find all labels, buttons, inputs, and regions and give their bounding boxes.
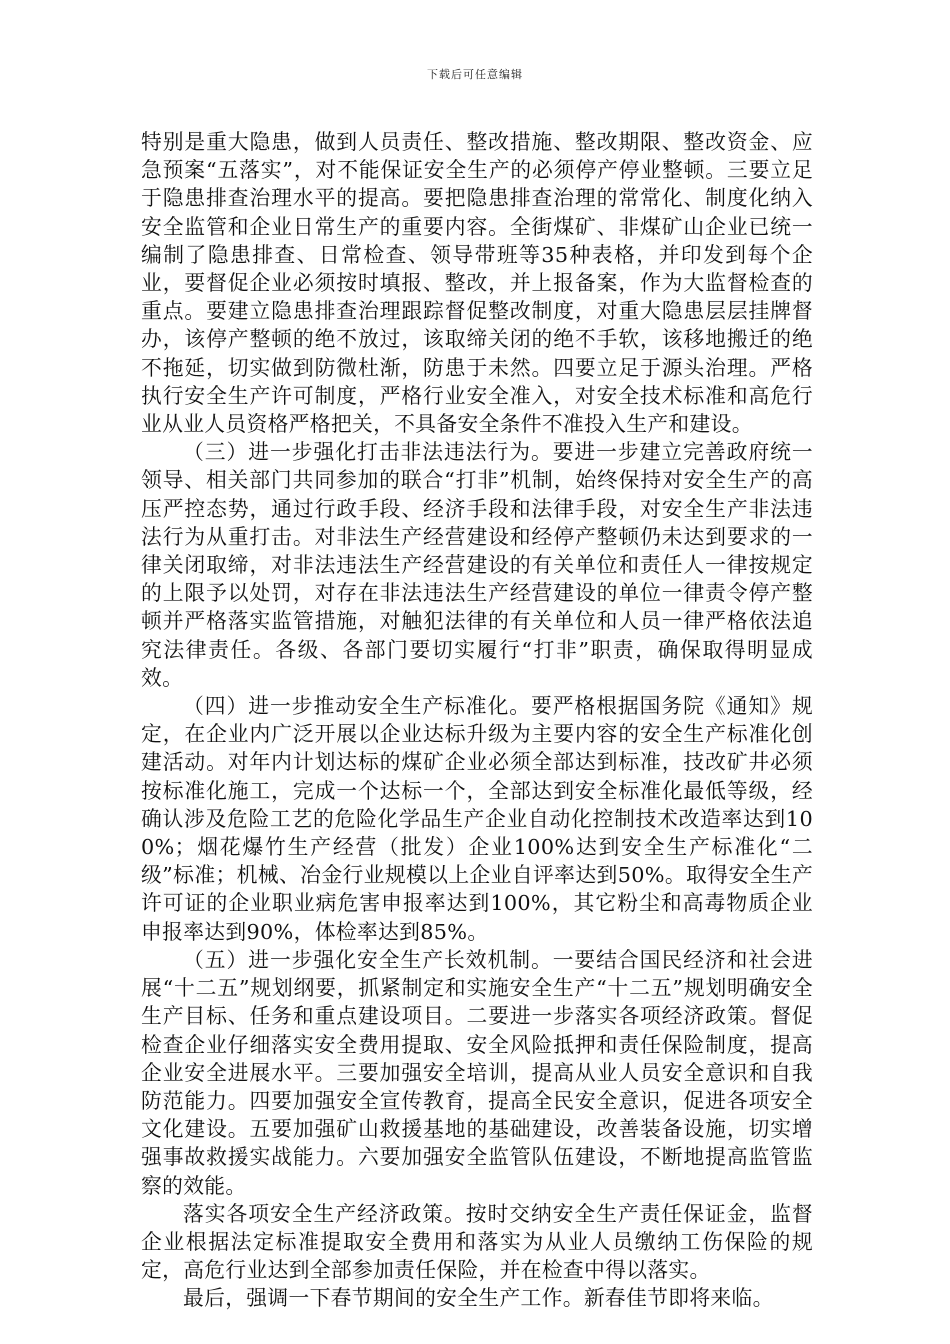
document-body [141,128,813,1313]
paragraph: 落实各项安全生产经济政策。按时交纳安全生产责任保证金，监督企业根据法定标准提取安全费用和落实为从业人员缴纳工伤保险的规定，高危行业达到全部参加责任保险，并在检查中得以落实。 [141,1201,813,1283]
page-header: 下载后可任意编辑 [427,68,523,81]
paragraph: （三）进一步强化打击非法违法行为。要进一步建立完善政府统一领导、相关部门共同参加的联合“打非”机制，始终保持对安全生产的高压严控态势，通过行政手段、经济手段和法律手段，对安全生产非法违法行为从重打击。对非法生产经营建设和经停产整顿仍未达到要求的一律关闭取缔，对非法违法生产经营建设的有关单位和责任人一律按规定的上限予以处罚，对存在非法违法生产经营建设的单位一律责令停产整顿并严格落实监管措施，对触犯法律的有关单位和人员一律严格依法追究法律责任。各级、各部门要切实履行“打非”职责，确保取得明显成效。 [141,440,813,690]
paragraph: （四）进一步推动安全生产标准化。要严格根据国务院《通知》规定，在企业内广泛开展以企业达标升级为主要内容的安全生产标准化创建活动。对年内计划达标的煤矿企业必须全部达到标准，技改矿井必须按标准化施工，完成一个达标一个，全部达到安全标准化最低等级，经确认涉及危险工艺的危险化学品生产企业自动化控制技术改造率达到100%；烟花爆竹生产经营（批发）企业100%达到安全生产标准化“二级”标准；机械、冶金行业规模以上企业自评率达到50%。取得安全生产许可证的企业职业病危害申报率达到100%，其它粉尘和高毒物质企业申报率达到90%，体检率达到85%。 [141,694,813,944]
paragraph: （五）进一步强化安全生产长效机制。一要结合国民经济和社会进展“十二五”规划纲要，抓紧制定和实施安全生产“十二五”规划明确安全生产目标、任务和重点建设项目。二要进一步落实各项经济政策。督促检查企业仔细落实安全费用提取、安全风险抵押和责任保险制度，提高企业安全进展水平。三要加强安全培训，提高从业人员安全意识和自我防范能力。四要加强安全宣传教育，提高全民安全意识，促进各项安全文化建设。五要加强矿山救援基地的基础建设，改善装备设施，切实增强事故救援实战能力。六要加强安全监管队伍建设，不断地提高监管监察的效能。 [141,947,813,1198]
paragraph: 最后，强调一下春节期间的安全生产工作。新春佳节即将来临。 [183,1286,774,1311]
paragraph: 特别是重大隐患，做到人员责任、整改措施、整改期限、整改资金、应急预案“五落实”，对不能保证安全生产的必须停产停业整顿。三要立足于隐患排查治理水平的提高。要把隐患排查治理的常常化、制度化纳入安全监管和企业日常生产的重要内容。全街煤矿、非煤矿山企业已统一编制了隐患排查、日常检查、领导带班等35种表格，并印发到每个企业，要督促企业必须按时填报、整改，并上报备案，作为大监督检查的重点。要建立隐患排查治理跟踪督促整改制度，对重大隐患层层挂牌督办，该停产整顿的绝不放过，该取缔关闭的绝不手软，该移地搬迁的绝不拖延，切实做到防微杜渐，防患于未然。四要立足于源头治理。严格执行安全生产许可制度，严格行业安全准入，对安全技术标准和高危行业从业人员资格严格把关，不具备安全条件不准投入生产和建设。 [141,130,813,437]
